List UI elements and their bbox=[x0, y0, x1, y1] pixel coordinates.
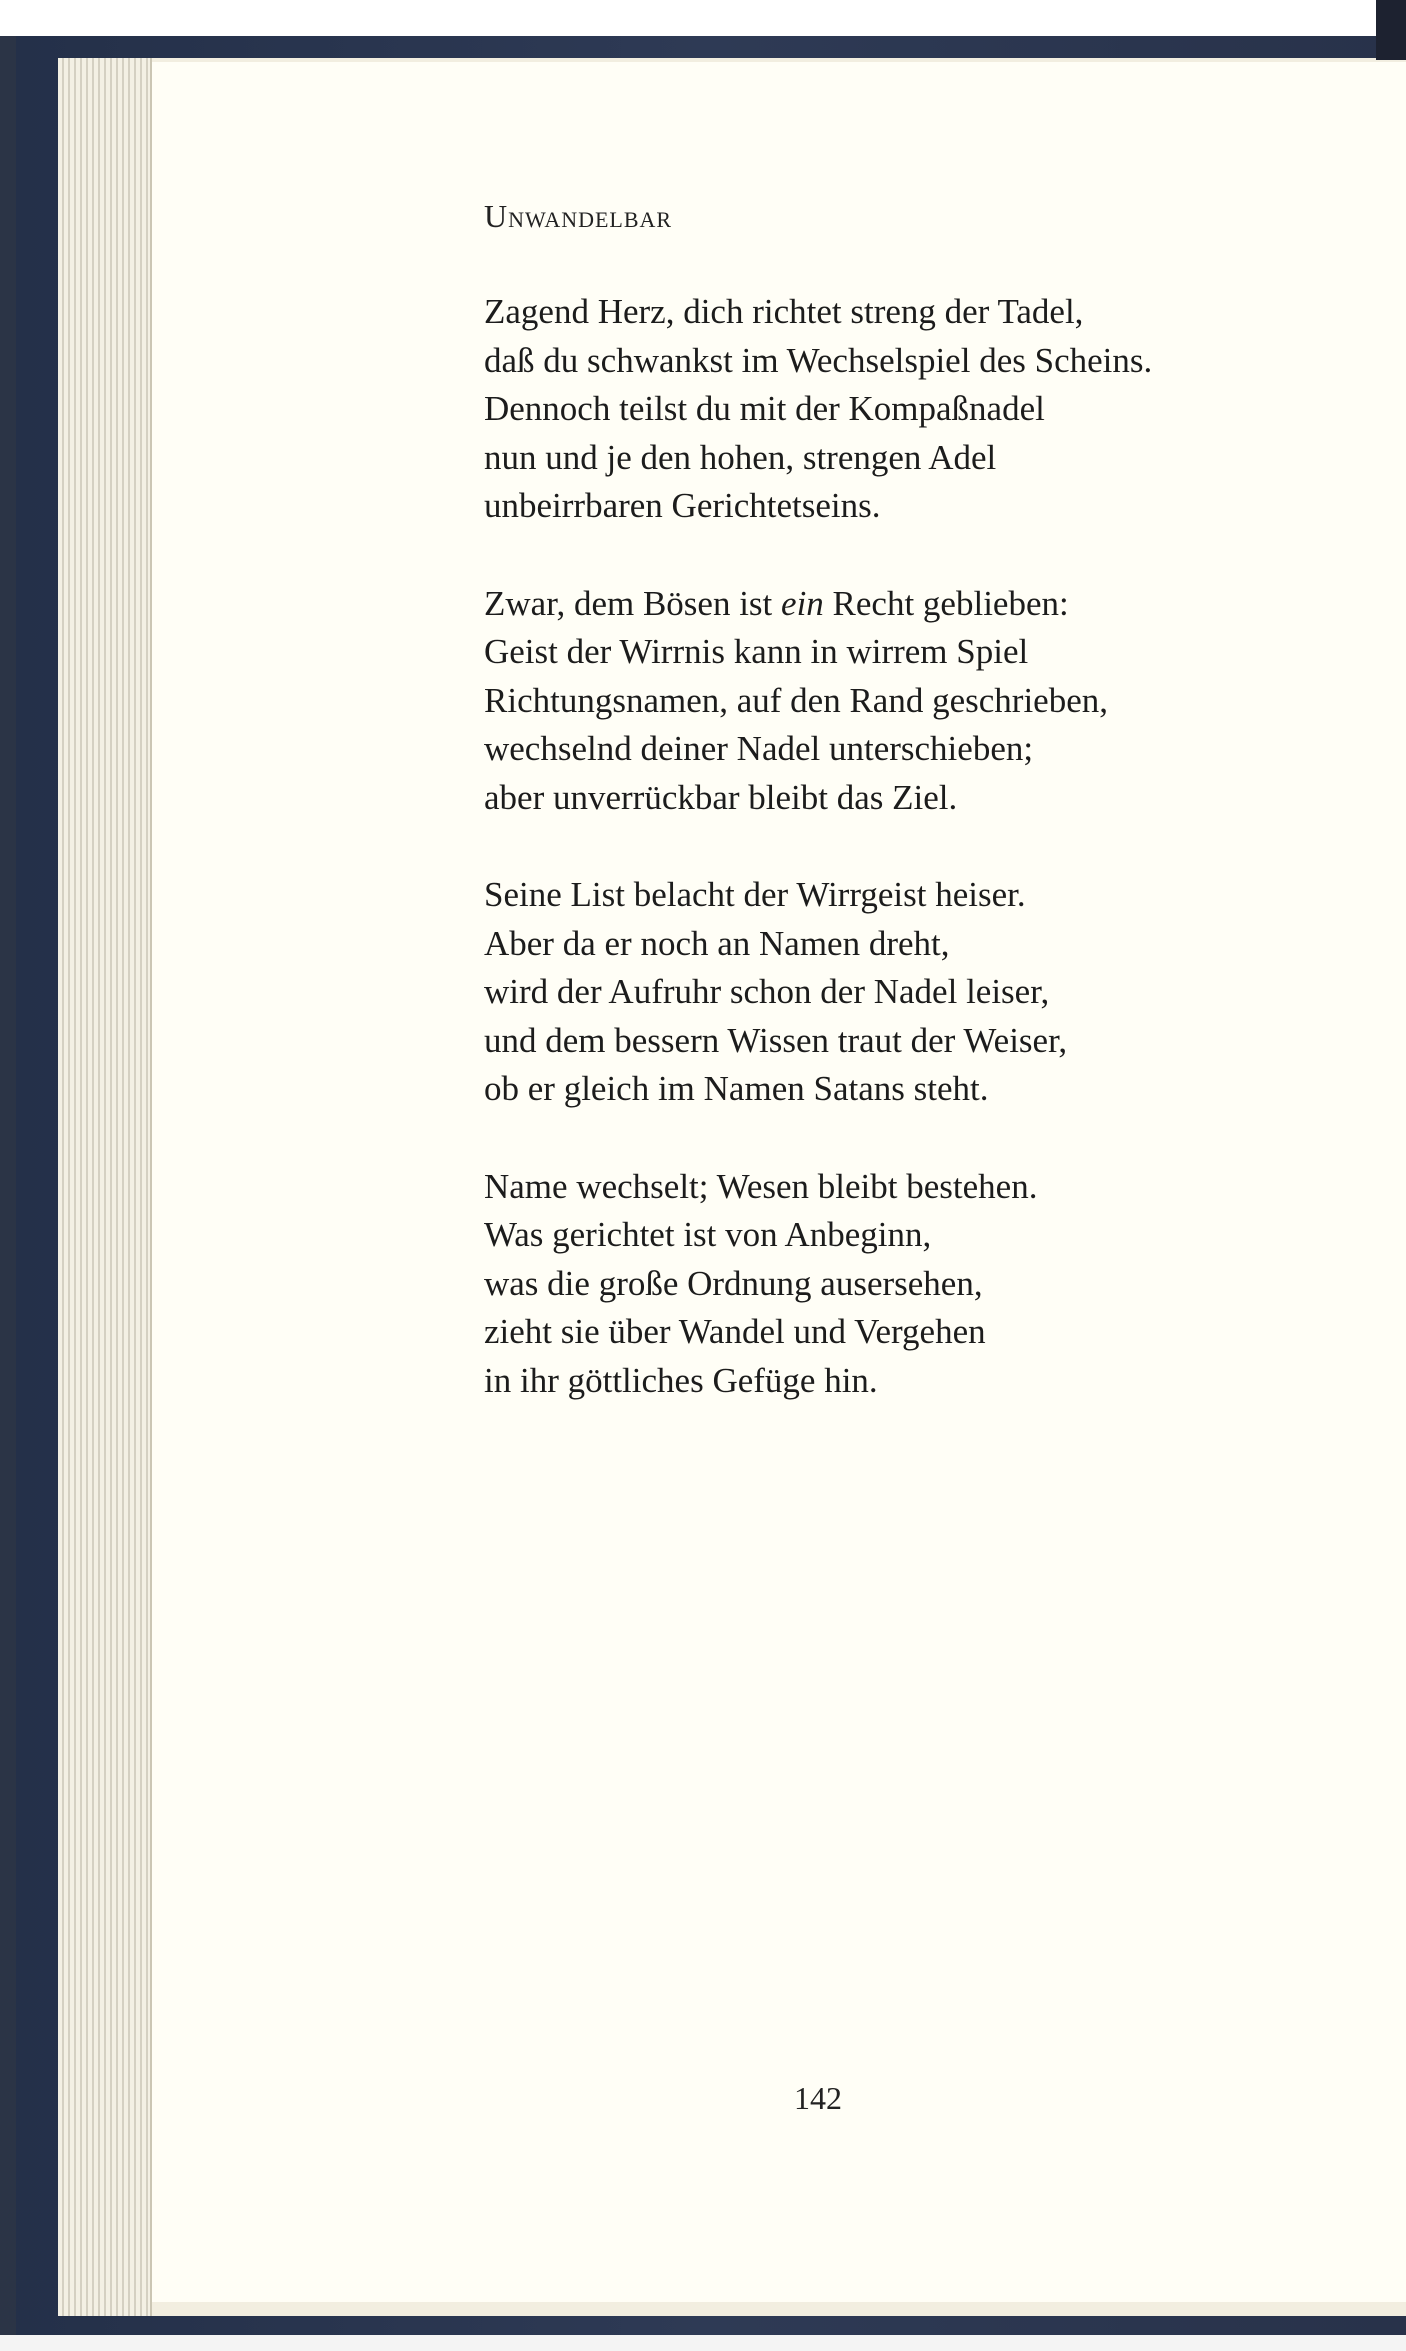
line-text: Recht geblieben: bbox=[823, 583, 1069, 623]
poem-line: Name wechselt; Wesen bleibt bestehen. bbox=[484, 1166, 1038, 1206]
poem-title: Unwandelbar bbox=[484, 198, 673, 234]
page-number: 142 bbox=[794, 2080, 842, 2116]
poem-line: zieht sie über Wandel und Vergehen bbox=[484, 1312, 986, 1351]
poem-line: was die große Ordnung ausersehen, bbox=[484, 1263, 983, 1303]
scan-bottom-edge bbox=[0, 2335, 1406, 2351]
poem-line: Seine List belacht der Wirrgeist heiser. bbox=[484, 875, 1026, 914]
poem-line: nun und je den hohen, strengen Adel bbox=[484, 437, 997, 477]
poem-line: aber unverrückbar bleibt das Ziel. bbox=[484, 777, 958, 817]
stanza-3 bbox=[484, 871, 1304, 1114]
stanza-1 bbox=[484, 288, 1304, 531]
poem-line: daß du schwankst im Wechselspiel des Scheins. bbox=[484, 340, 1153, 380]
poem-line: wechselnd deiner Nadel unterschieben; bbox=[484, 729, 1034, 768]
poem-body bbox=[484, 288, 1304, 1454]
poem-line: und dem bessern Wissen traut der Weiser, bbox=[484, 1020, 1068, 1060]
scan-top-edge bbox=[0, 0, 1406, 36]
line-text: Zwar, dem Bösen ist bbox=[484, 583, 782, 623]
poem-line: wird der Aufruhr schon der Nadel leiser, bbox=[484, 972, 1050, 1011]
poem-line: ob er gleich im Namen Satans steht. bbox=[484, 1069, 989, 1108]
page-edges bbox=[58, 58, 152, 2316]
poem-line-with-emphasis bbox=[484, 580, 1304, 629]
poem-line: Zagend Herz, dich richtet streng der Tadel, bbox=[484, 292, 1084, 331]
stanza-2 bbox=[484, 580, 1304, 823]
poem-line: Aber da er noch an Namen dreht, bbox=[484, 923, 950, 963]
poem-line: Richtungsnamen, auf den Rand geschrieben, bbox=[484, 680, 1108, 720]
emphasized-word: ein bbox=[781, 583, 824, 623]
poem-line: in ihr göttliches Gefüge hin. bbox=[484, 1360, 878, 1400]
stanza-4 bbox=[484, 1163, 1304, 1406]
poem-line: Geist der Wirrnis kann in wirrem Spiel bbox=[484, 632, 1029, 671]
poem-line: Dennoch teilst du mit der Kompaßnadel bbox=[484, 389, 1045, 428]
poem-line: unbeirrbaren Gerichtetseins. bbox=[484, 486, 881, 525]
poem-line: Was gerichtet ist von Anbeginn, bbox=[484, 1215, 932, 1254]
corner-shadow bbox=[1376, 0, 1406, 60]
